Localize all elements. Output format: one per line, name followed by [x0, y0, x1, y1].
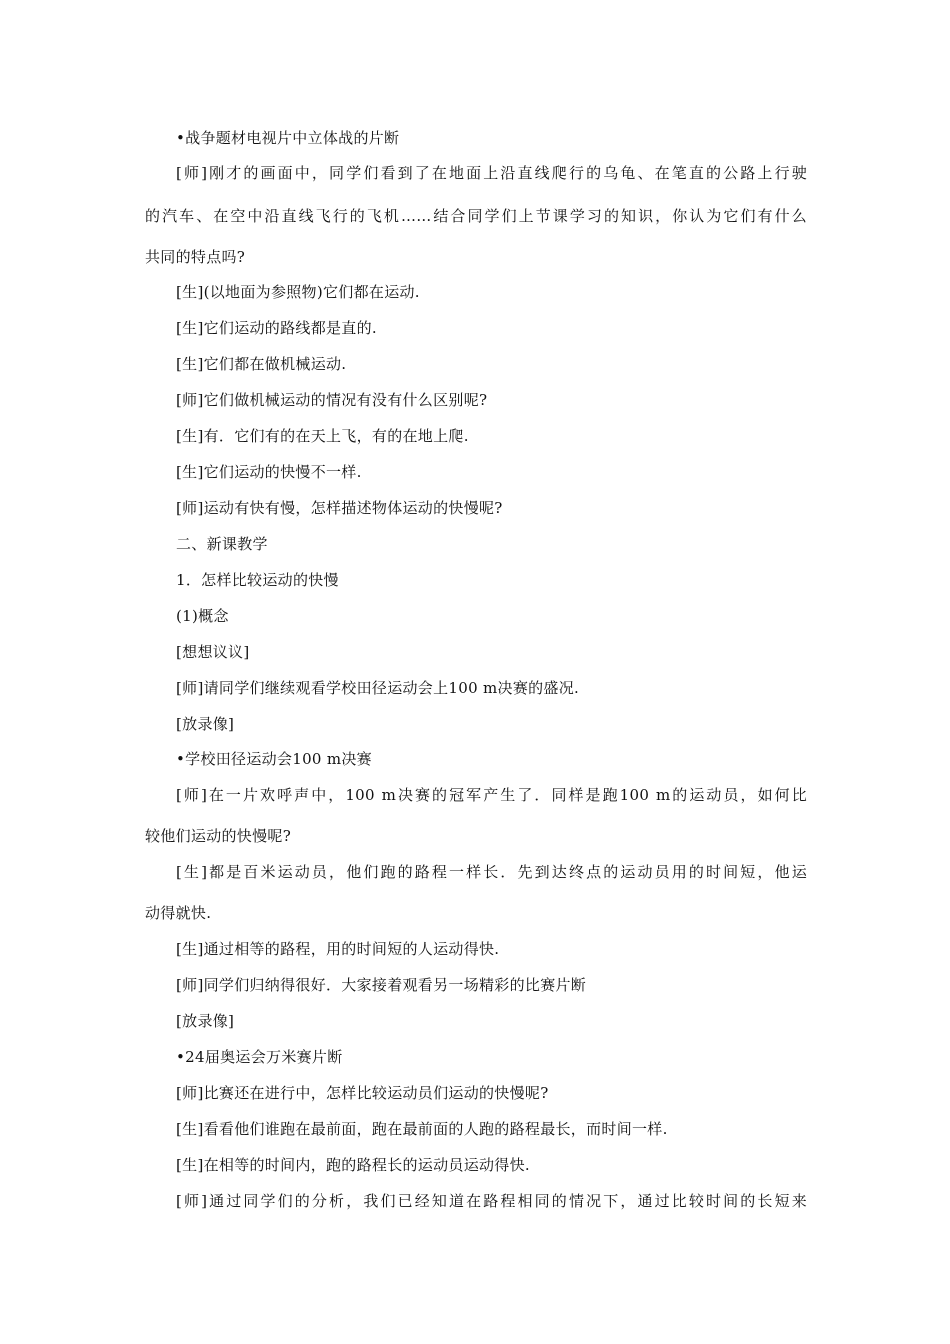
paragraph-line: [师]在一片欢呼声中，100 m决赛的冠军产生了．同样是跑100 m的运动员，如何比 — [176, 786, 807, 804]
activity-label: [放录像] — [176, 715, 235, 733]
paragraph-line: [师]通过同学们的分析，我们已经知道在路程相同的情况下，通过比较时间的长短来 — [176, 1192, 807, 1210]
bullet-scene-war-film: •战争题材电视片中立体战的片断 — [176, 129, 400, 147]
dialogue-line: [生]通过相等的路程，用的时间短的人运动得快. — [176, 940, 500, 958]
activity-label: [想想议议] — [176, 643, 250, 661]
paragraph-line: [生]都是百米运动员，他们跑的路程一样长．先到达终点的运动员用的时间短，他运 — [176, 863, 807, 881]
dialogue-line: [师]比赛还在进行中，怎样比较运动员们运动的快慢呢? — [176, 1084, 549, 1102]
paragraph-line: 共同的特点吗? — [145, 248, 246, 266]
dialogue-line: [生]它们运动的快慢不一样. — [176, 463, 362, 481]
dialogue-line: [生]有．它们有的在天上飞，有的在地上爬. — [176, 427, 469, 445]
dialogue-line: [师]同学们归纳得很好．大家接着观看另一场精彩的比赛片断 — [176, 976, 587, 994]
activity-label: [放录像] — [176, 1012, 235, 1030]
bullet-scene-100m: •学校田径运动会100 m决赛 — [176, 750, 372, 768]
paragraph-line: 较他们运动的快慢呢? — [145, 827, 292, 845]
dialogue-line: [生]在相等的时间内，跑的路程长的运动员运动得快. — [176, 1156, 530, 1174]
paragraph-line: 的汽车、在空中沿直线飞行的飞机……结合同学们上节课学习的知识，你认为它们有什么 — [145, 207, 807, 225]
subsection-heading: (1)概念 — [176, 607, 229, 625]
dialogue-line: [生]它们运动的路线都是直的. — [176, 319, 377, 337]
paragraph-line: 动得就快. — [145, 904, 212, 922]
paragraph-line: [师]刚才的画面中，同学们看到了在地面上沿直线爬行的乌龟、在笔直的公路上行驶 — [176, 164, 807, 182]
section-heading: 二、新课教学 — [176, 535, 268, 553]
dialogue-line: [生](以地面为参照物)它们都在运动. — [176, 283, 420, 301]
subsection-heading: 1．怎样比较运动的快慢 — [176, 571, 339, 589]
dialogue-line: [师]它们做机械运动的情况有没有什么区别呢? — [176, 391, 488, 409]
dialogue-line: [生]看看他们谁跑在最前面，跑在最前面的人跑的路程最长，而时间一样. — [176, 1120, 668, 1138]
dialogue-line: [师]运动有快有慢，怎样描述物体运动的快慢呢? — [176, 499, 503, 517]
bullet-scene-olympics: •24届奥运会万米赛片断 — [176, 1048, 343, 1066]
dialogue-line: [师]请同学们继续观看学校田径运动会上100 m决赛的盛况. — [176, 679, 580, 697]
dialogue-line: [生]它们都在做机械运动. — [176, 355, 347, 373]
